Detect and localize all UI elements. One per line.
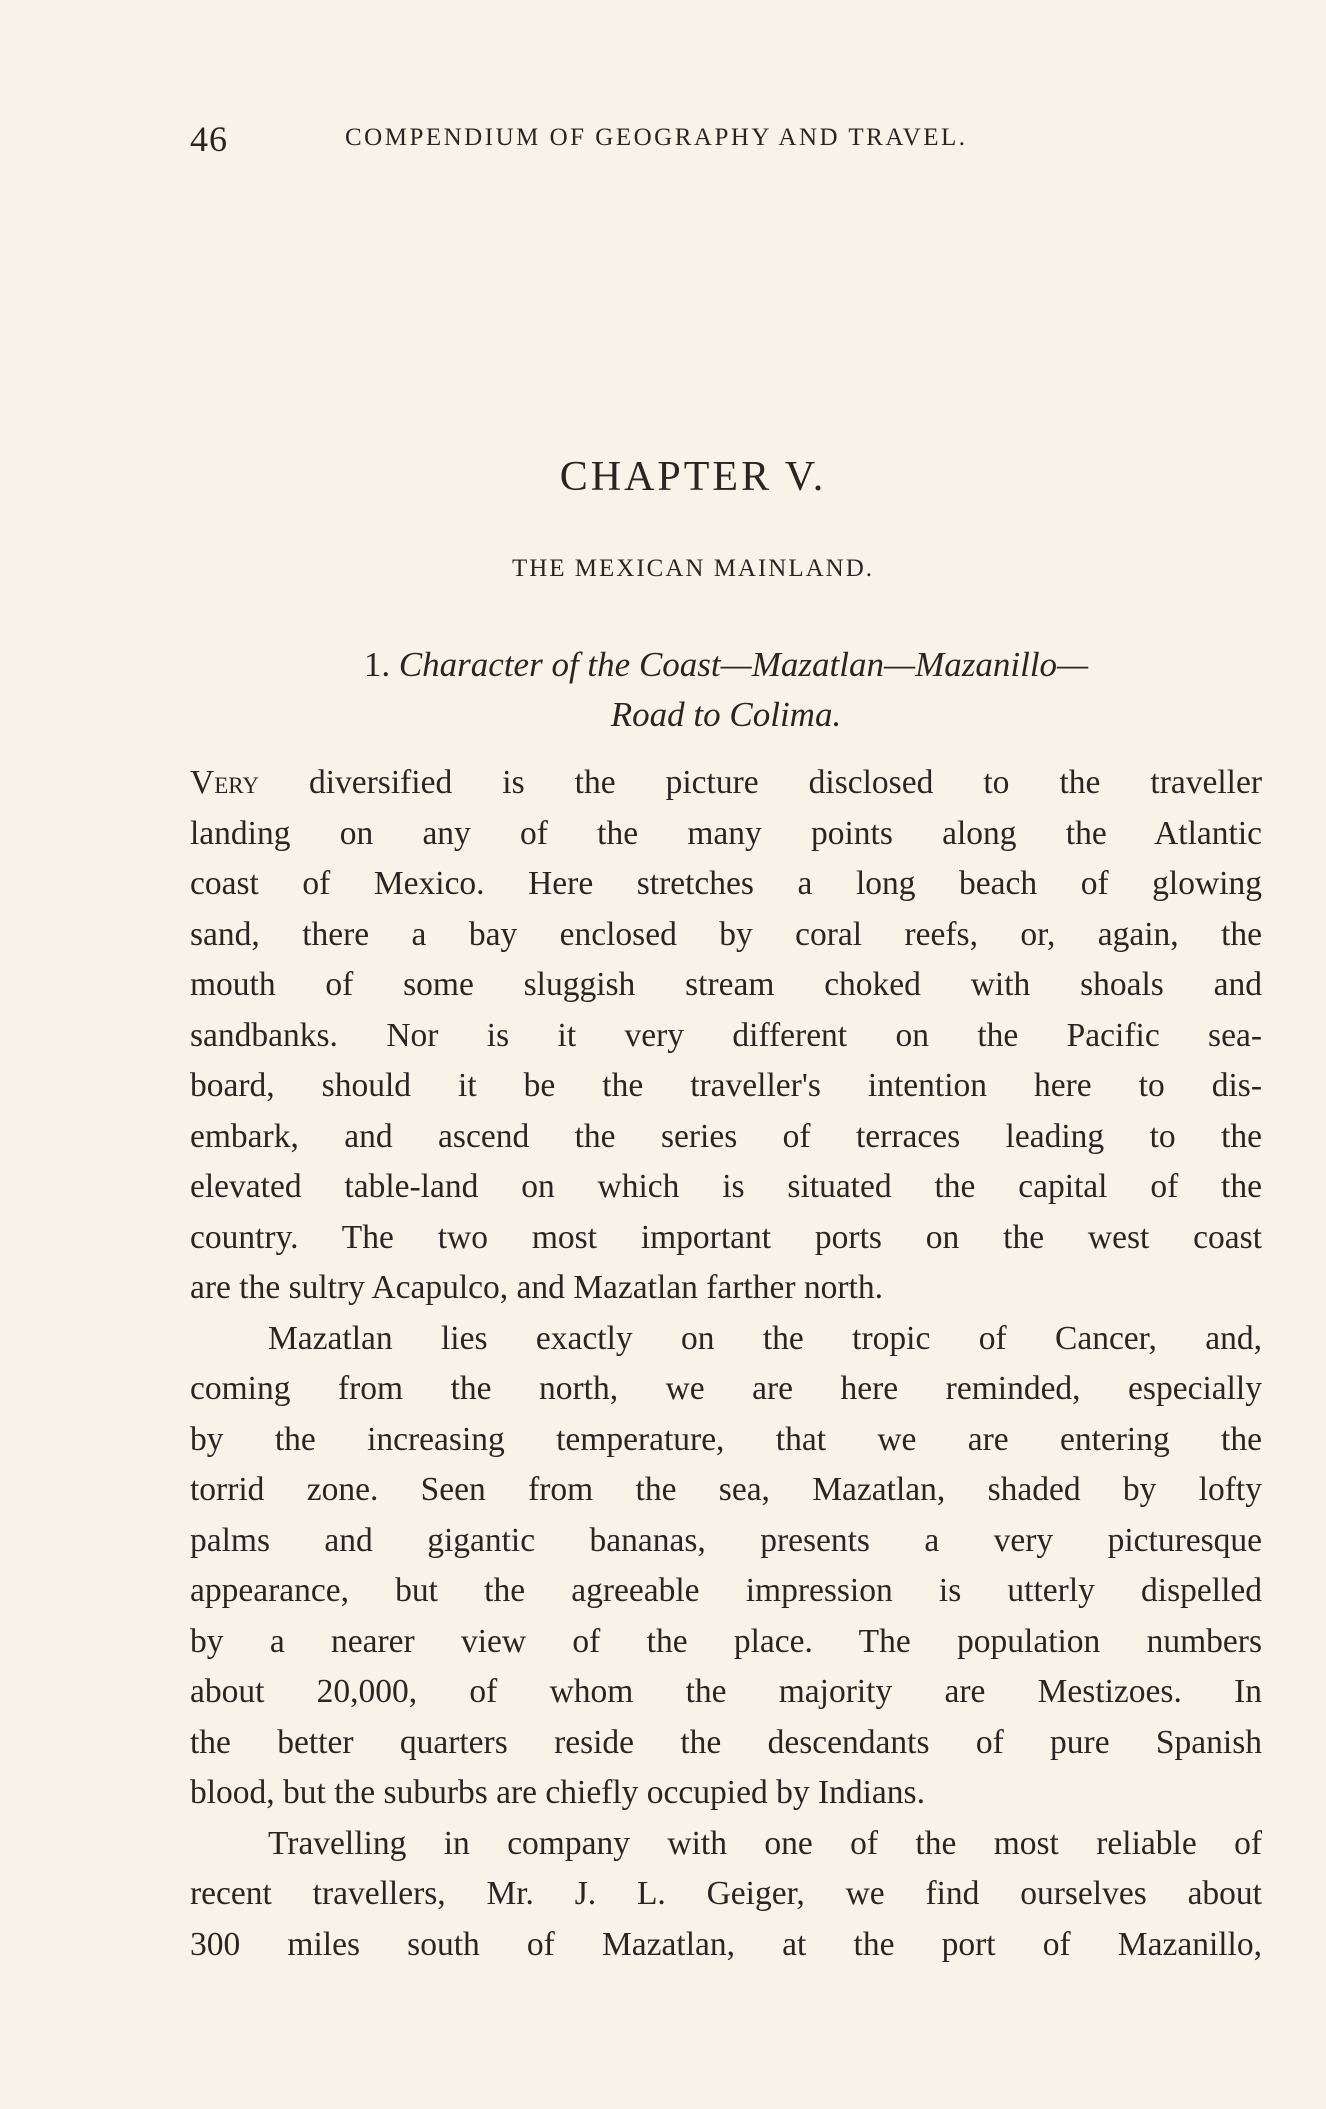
text-line: appearance, but the agreeable impression is utterly dispelled (190, 1572, 1262, 1609)
text-line: elevated table-land on which is situated the capital of the (190, 1168, 1262, 1205)
paragraph-2 (190, 1314, 1262, 1819)
text-line: are the sultry Acapulco, and Mazatlan farther north. (190, 1269, 883, 1306)
text-line: 300 miles south of Mazatlan, at the port of Mazanillo, (190, 1925, 1262, 1963)
text-line: coast of Mexico. Here stretches a long beach of glowing (190, 865, 1262, 902)
section-heading-line-1 (190, 640, 1262, 690)
text-line: blood, but the suburbs are chiefly occupied by Indians. (190, 1774, 925, 1811)
paragraph-3 (190, 1819, 1262, 1971)
paragraph-1 (190, 758, 1262, 1314)
text-line: coming from the north, we are here reminded, especially (190, 1370, 1262, 1407)
text-line: sandbanks. Nor is it very different on the Pacific sea- (190, 1016, 1262, 1054)
text-line: the better quarters reside the descendants of pure Spanish (190, 1723, 1262, 1761)
text-line: sand, there a bay enclosed by coral reefs, or, again, the (190, 915, 1262, 953)
text-line: Travelling in company with one of the most reliable of (268, 1824, 1262, 1862)
running-title: COMPENDIUM OF GEOGRAPHY AND TRAVEL. (345, 124, 968, 151)
page-number: 46 (190, 119, 228, 159)
text-line: landing on any of the many points along the Atlantic (190, 814, 1262, 852)
text-line: by the increasing temperature, that we are entering the (190, 1420, 1262, 1458)
chapter-title: CHAPTER V. (559, 454, 827, 500)
chapter-subtitle: THE MEXICAN MAINLAND. (511, 555, 875, 582)
text-line: by a nearer view of the place. The population numbers (190, 1622, 1262, 1660)
section-heading-text: Character of the Coast—Mazatlan—Mazanillo— (398, 645, 1089, 684)
text-line: palms and gigantic bananas, presents a very picturesque (190, 1521, 1262, 1559)
section-number: 1. (363, 645, 391, 684)
text-line: country. The two most important ports on the west coast (190, 1218, 1262, 1256)
text-line: embark, and ascend the series of terraces leading to the (190, 1117, 1262, 1155)
running-head (190, 118, 1262, 158)
text-line: Very diversified is the picture disclosed to the traveller (190, 764, 1262, 801)
body-text (190, 758, 1262, 1970)
section-heading (190, 640, 1262, 740)
section-heading-line-2: Road to Colima. (610, 695, 842, 734)
text-line: board, should it be the traveller's intention here to dis- (190, 1067, 1262, 1104)
text-line: mouth of some sluggish stream choked with shoals and (190, 966, 1262, 1003)
text-line: Mazatlan lies exactly on the tropic of Cancer, and, (268, 1319, 1262, 1357)
text-line: about 20,000, of whom the majority are Mestizoes. In (190, 1673, 1262, 1710)
text-line: recent travellers, Mr. J. L. Geiger, we find ourselves about (190, 1875, 1262, 1912)
text-line: torrid zone. Seen from the sea, Mazatlan, shaded by lofty (190, 1471, 1262, 1508)
opening-word: Very (190, 764, 259, 801)
